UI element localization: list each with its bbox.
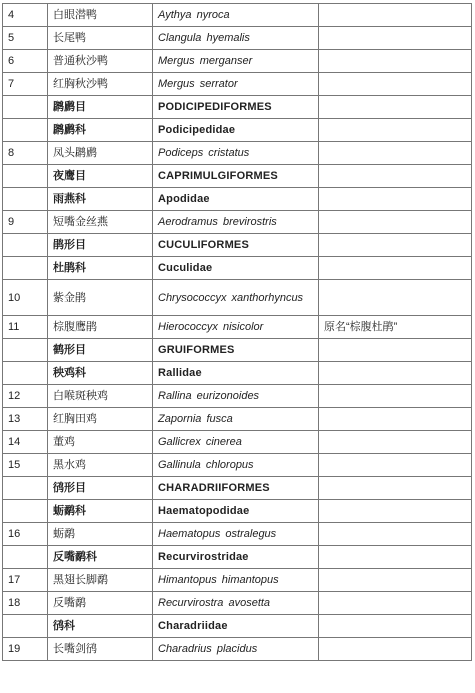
- chinese-name-cell: 凤头䴙䴘: [48, 142, 153, 165]
- taxon-header-row: [3, 362, 472, 385]
- species-row: [3, 50, 472, 73]
- chinese-name-cell: 秧鸡科: [48, 362, 153, 385]
- species-row: [3, 454, 472, 477]
- note-cell: [319, 27, 472, 50]
- scientific-name-cell: Hierococcyx nisicolor: [153, 316, 319, 339]
- species-row: [3, 142, 472, 165]
- chinese-name-cell: 短嘴金丝燕: [48, 211, 153, 234]
- scientific-name-cell: Recurvirostra avosetta: [153, 592, 319, 615]
- chinese-name-cell: 鸻科: [48, 615, 153, 638]
- row-number-cell: 13: [3, 408, 48, 431]
- scientific-name-cell: Aythya nyroca: [153, 4, 319, 27]
- scientific-name-cell: Charadrius placidus: [153, 638, 319, 661]
- species-row: [3, 638, 472, 661]
- chinese-name-cell: 董鸡: [48, 431, 153, 454]
- table-body: [3, 4, 472, 661]
- scientific-name-cell: Haematopodidae: [153, 500, 319, 523]
- row-number-cell: 6: [3, 50, 48, 73]
- species-row: [3, 280, 472, 316]
- chinese-name-cell: 反嘴鹬: [48, 592, 153, 615]
- note-cell: [319, 431, 472, 454]
- taxon-header-row: [3, 339, 472, 362]
- taxon-header-row: [3, 165, 472, 188]
- note-cell: [319, 500, 472, 523]
- row-number-cell: [3, 546, 48, 569]
- taxon-header-row: [3, 546, 472, 569]
- note-cell: [319, 96, 472, 119]
- note-cell: [319, 523, 472, 546]
- species-row: [3, 385, 472, 408]
- row-number-cell: [3, 188, 48, 211]
- row-number-cell: 14: [3, 431, 48, 454]
- scientific-name-cell: Aerodramus brevirostris: [153, 211, 319, 234]
- scientific-name-cell: Podiceps cristatus: [153, 142, 319, 165]
- row-number-cell: 11: [3, 316, 48, 339]
- chinese-name-cell: 红胸秋沙鸭: [48, 73, 153, 96]
- row-number-cell: 15: [3, 454, 48, 477]
- scientific-name-cell: Rallidae: [153, 362, 319, 385]
- species-row: [3, 4, 472, 27]
- note-cell: [319, 50, 472, 73]
- taxon-header-row: [3, 234, 472, 257]
- row-number-cell: [3, 615, 48, 638]
- chinese-name-cell: 紫金鹃: [48, 280, 153, 316]
- row-number-cell: [3, 119, 48, 142]
- scientific-name-cell: Gallinula chloropus: [153, 454, 319, 477]
- note-cell: [319, 280, 472, 316]
- taxon-header-row: [3, 96, 472, 119]
- chinese-name-cell: 蛎鹬科: [48, 500, 153, 523]
- chinese-name-cell: 杜鹃科: [48, 257, 153, 280]
- species-row: [3, 408, 472, 431]
- note-cell: [319, 615, 472, 638]
- row-number-cell: 10: [3, 280, 48, 316]
- row-number-cell: 8: [3, 142, 48, 165]
- taxon-header-row: [3, 615, 472, 638]
- row-number-cell: [3, 477, 48, 500]
- note-cell: [319, 385, 472, 408]
- scientific-name-cell: CAPRIMULGIFORMES: [153, 165, 319, 188]
- scientific-name-cell: Rallina eurizonoides: [153, 385, 319, 408]
- chinese-name-cell: 黑水鸡: [48, 454, 153, 477]
- scientific-name-cell: Recurvirostridae: [153, 546, 319, 569]
- note-cell: [319, 211, 472, 234]
- note-cell: [319, 638, 472, 661]
- taxon-header-row: [3, 119, 472, 142]
- chinese-name-cell: 反嘴鹬科: [48, 546, 153, 569]
- scientific-name-cell: Zapornia fusca: [153, 408, 319, 431]
- species-row: [3, 523, 472, 546]
- bird-checklist-table: [2, 3, 472, 661]
- chinese-name-cell: 黑翅长脚鹬: [48, 569, 153, 592]
- chinese-name-cell: 雨燕科: [48, 188, 153, 211]
- taxon-header-row: [3, 257, 472, 280]
- note-cell: [319, 592, 472, 615]
- scientific-name-cell: CHARADRIIFORMES: [153, 477, 319, 500]
- scientific-name-cell: CUCULIFORMES: [153, 234, 319, 257]
- chinese-name-cell: 鹃形目: [48, 234, 153, 257]
- note-cell: [319, 477, 472, 500]
- row-number-cell: 9: [3, 211, 48, 234]
- scientific-name-cell: Podicipedidae: [153, 119, 319, 142]
- taxon-header-row: [3, 477, 472, 500]
- chinese-name-cell: 蛎鹬: [48, 523, 153, 546]
- row-number-cell: [3, 165, 48, 188]
- row-number-cell: [3, 257, 48, 280]
- note-cell: [319, 362, 472, 385]
- species-row: [3, 211, 472, 234]
- note-cell: 原名“棕腹杜鹃”: [319, 316, 472, 339]
- note-cell: [319, 454, 472, 477]
- chinese-name-cell: 䴙䴘科: [48, 119, 153, 142]
- chinese-name-cell: 白喉斑秧鸡: [48, 385, 153, 408]
- row-number-cell: [3, 96, 48, 119]
- scientific-name-cell: Mergus merganser: [153, 50, 319, 73]
- scientific-name-cell: Clangula hyemalis: [153, 27, 319, 50]
- scientific-name-cell: Gallicrex cinerea: [153, 431, 319, 454]
- chinese-name-cell: 夜鹰目: [48, 165, 153, 188]
- scientific-name-cell: Mergus serrator: [153, 73, 319, 96]
- scientific-name-cell: PODICIPEDIFORMES: [153, 96, 319, 119]
- chinese-name-cell: 白眼潜鸭: [48, 4, 153, 27]
- row-number-cell: [3, 362, 48, 385]
- scientific-name-cell: GRUIFORMES: [153, 339, 319, 362]
- note-cell: [319, 257, 472, 280]
- note-cell: [319, 339, 472, 362]
- row-number-cell: [3, 339, 48, 362]
- note-cell: [319, 546, 472, 569]
- species-row: [3, 316, 472, 339]
- note-cell: [319, 119, 472, 142]
- chinese-name-cell: 鸻形目: [48, 477, 153, 500]
- taxon-header-row: [3, 500, 472, 523]
- scientific-name-cell: Apodidae: [153, 188, 319, 211]
- note-cell: [319, 408, 472, 431]
- chinese-name-cell: 长嘴剑鸻: [48, 638, 153, 661]
- row-number-cell: 16: [3, 523, 48, 546]
- scientific-name-cell: Himantopus himantopus: [153, 569, 319, 592]
- species-row: [3, 431, 472, 454]
- note-cell: [319, 4, 472, 27]
- row-number-cell: 7: [3, 73, 48, 96]
- row-number-cell: 18: [3, 592, 48, 615]
- note-cell: [319, 142, 472, 165]
- species-row: [3, 569, 472, 592]
- row-number-cell: 12: [3, 385, 48, 408]
- chinese-name-cell: 长尾鸭: [48, 27, 153, 50]
- row-number-cell: 4: [3, 4, 48, 27]
- scientific-name-cell: Charadriidae: [153, 615, 319, 638]
- scientific-name-cell: Cuculidae: [153, 257, 319, 280]
- row-number-cell: 19: [3, 638, 48, 661]
- chinese-name-cell: 红胸田鸡: [48, 408, 153, 431]
- row-number-cell: 5: [3, 27, 48, 50]
- species-row: [3, 27, 472, 50]
- taxon-header-row: [3, 188, 472, 211]
- row-number-cell: 17: [3, 569, 48, 592]
- chinese-name-cell: 棕腹鹰鹃: [48, 316, 153, 339]
- note-cell: [319, 188, 472, 211]
- chinese-name-cell: 䴙䴘目: [48, 96, 153, 119]
- scientific-name-cell: Chrysococcyx xanthorhyncus: [153, 280, 319, 316]
- note-cell: [319, 569, 472, 592]
- species-row: [3, 592, 472, 615]
- row-number-cell: [3, 234, 48, 257]
- row-number-cell: [3, 500, 48, 523]
- chinese-name-cell: 鹤形目: [48, 339, 153, 362]
- chinese-name-cell: 普通秋沙鸭: [48, 50, 153, 73]
- note-cell: [319, 234, 472, 257]
- note-cell: [319, 73, 472, 96]
- note-cell: [319, 165, 472, 188]
- species-row: [3, 73, 472, 96]
- scientific-name-cell: Haematopus ostralegus: [153, 523, 319, 546]
